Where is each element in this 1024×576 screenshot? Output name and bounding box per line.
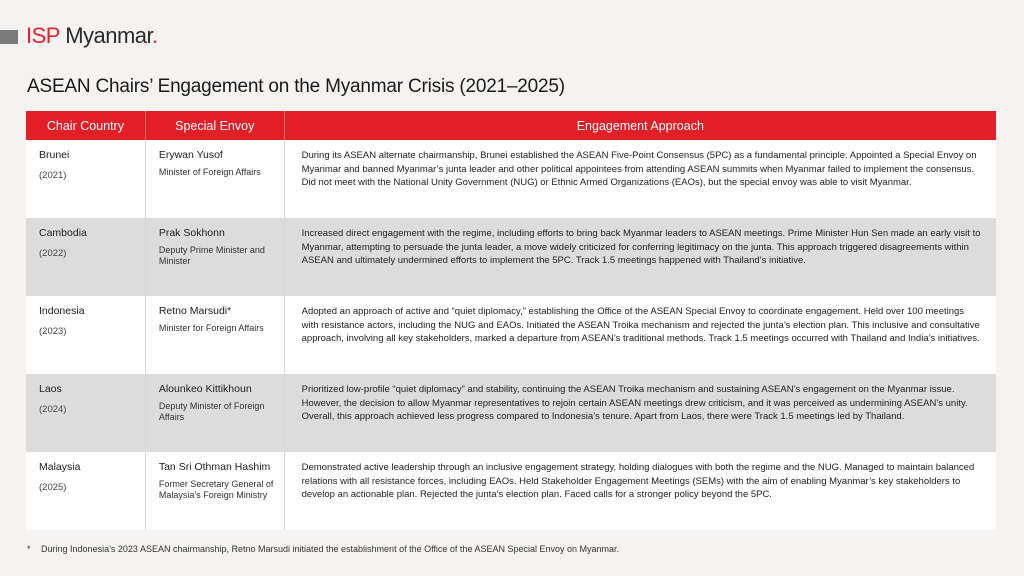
approach-text: Adopted an approach of active and “quiet diplomacy,” establishing the Office of the ASEAN Special Envoy to coordinate engagement. Held over 100 meetings with resistance actors, including the NUG and EAOs. Initiated the ASEAN Troika mechanism and rejected the junta’s election plan. This inclusive and consultative approach, involving all key stakeholders, marked a departure from ASEAN’s traditional methods. Track 1.5 meetings occurred with Thailand and India’s initiatives.: [301, 306, 980, 345]
approach-text: Demonstrated active leadership through an inclusive engagement strategy, holding dialogues with both the regime and the NUG. Managed to maintain balanced relations with all resistance forces, including EAOs. Held Stakeholder Engagement Meetings (SEMs) with the aim of enabling Myanmar’s key stakeholders to develop an actionable plan. Rejected the junta’s election plan. Faced calls for a stronger policy beyond the 5PC.: [301, 462, 975, 501]
cell-chair-country: [26, 140, 145, 218]
brand-logo-isp: ISP: [26, 23, 60, 48]
table-row: [26, 374, 996, 452]
envoy-role: Former Secretary General of Malaysia’s Foreign Ministry: [158, 478, 274, 501]
footnote-text: During Indonesia’s 2023 ASEAN chairmanship, Retno Marsudi initiated the establishment of the Office of the ASEAN Special Envoy on Myanmar.: [41, 544, 620, 554]
cell-engagement-approach: [284, 140, 996, 218]
brand-logo-dot: .: [152, 23, 158, 48]
chair-year: (2022): [39, 247, 67, 259]
envoy-name: Alounkeo Kittikhoun: [158, 383, 252, 395]
country-name: Malaysia: [39, 461, 81, 473]
approach-text: Prioritized low-profile “quiet diplomacy” and stability, continuing the ASEAN Troika mechanism and sustaining ASEAN’s engagement on the Myanmar issue. However, the decision to allow Myanmar representatives to rejoin certain ASEAN meetings drew criticism, and it was perceived as undermining ASEAN’s unity. Overall, this approach achieved less progress compared to Indonesia’s tenure. Apart from Laos, there were Track 1.5 meetings led by Thailand.: [301, 384, 968, 423]
envoy-name: Prak Sokhonn: [158, 227, 225, 239]
cell-engagement-approach: [284, 218, 996, 296]
footnote: [27, 544, 619, 554]
cell-special-envoy: [145, 452, 284, 530]
engagement-table: [26, 111, 996, 530]
chair-year: (2021): [39, 169, 67, 181]
approach-text: During its ASEAN alternate chairmanship, Brunei established the ASEAN Five-Point Consensus (5PC) as a fundamental principle. Appointed a Special Envoy on Myanmar and banned Myanmar’s junta leader and other political appointees from attending ASEAN summits when Myanmar failed to implement the consensus. Did not meet with the National Unity Government (NUG) or Ethnic Armed Organizations (EAOs), but the special envoy was able to visit Myanmar.: [301, 150, 977, 189]
country-name: Laos: [39, 383, 62, 395]
envoy-role: Minister for Foreign Affairs: [158, 322, 264, 333]
brand-logo: [26, 23, 158, 49]
country-name: Indonesia: [39, 305, 85, 317]
table-row: [26, 218, 996, 296]
brand-logo-name: Myanmar: [65, 23, 153, 48]
envoy-role: Deputy Prime Minister and Minister: [158, 244, 265, 267]
table-row: [26, 140, 996, 218]
logo-accent-bar: [0, 30, 18, 44]
envoy-role: Deputy Minister of Foreign Affairs: [158, 400, 265, 423]
table-row: [26, 452, 996, 530]
cell-chair-country: [26, 374, 145, 452]
header-chair-country: Chair Country: [26, 111, 145, 140]
country-name: Cambodia: [39, 227, 87, 239]
cell-engagement-approach: [284, 374, 996, 452]
cell-special-envoy: [145, 218, 284, 296]
chair-year: (2025): [39, 481, 67, 493]
cell-chair-country: [26, 452, 145, 530]
page-title: ASEAN Chairs’ Engagement on the Myanmar Crisis (2021–2025): [27, 76, 565, 97]
envoy-name: Erywan Yusof: [158, 149, 223, 161]
envoy-role: Minister of Foreign Affairs: [158, 166, 261, 177]
envoy-name: Retno Marsudi*: [158, 305, 232, 317]
country-name: Brunei: [39, 149, 70, 161]
cell-engagement-approach: [284, 296, 996, 374]
header-special-envoy: Special Envoy: [145, 111, 284, 140]
chair-year: (2024): [39, 403, 67, 415]
cell-special-envoy: [145, 374, 284, 452]
cell-special-envoy: [145, 296, 284, 374]
cell-chair-country: [26, 218, 145, 296]
footnote-mark: *: [27, 544, 31, 554]
cell-chair-country: [26, 296, 145, 374]
cell-engagement-approach: [284, 452, 996, 530]
table-header-row: [26, 111, 996, 140]
approach-text: Increased direct engagement with the regime, including efforts to bring back Myanmar leaders to ASEAN meetings. Prime Minister Hun Sen made an early visit to Myanmar, attempting to persuade the junta leader, a move widely criticized for conferring legitimacy on the junta. This approach triggered disagreements within ASEAN and ultimately undermined efforts to implement the 5PC. Track 1.5 meetings happened with Thailand’s initiative.: [301, 228, 981, 267]
envoy-name: Tan Sri Othman Hashim: [158, 461, 271, 473]
table-row: [26, 296, 996, 374]
cell-special-envoy: [145, 140, 284, 218]
chair-year: (2023): [39, 325, 67, 337]
header-engagement-approach: Engagement Approach: [284, 111, 996, 140]
